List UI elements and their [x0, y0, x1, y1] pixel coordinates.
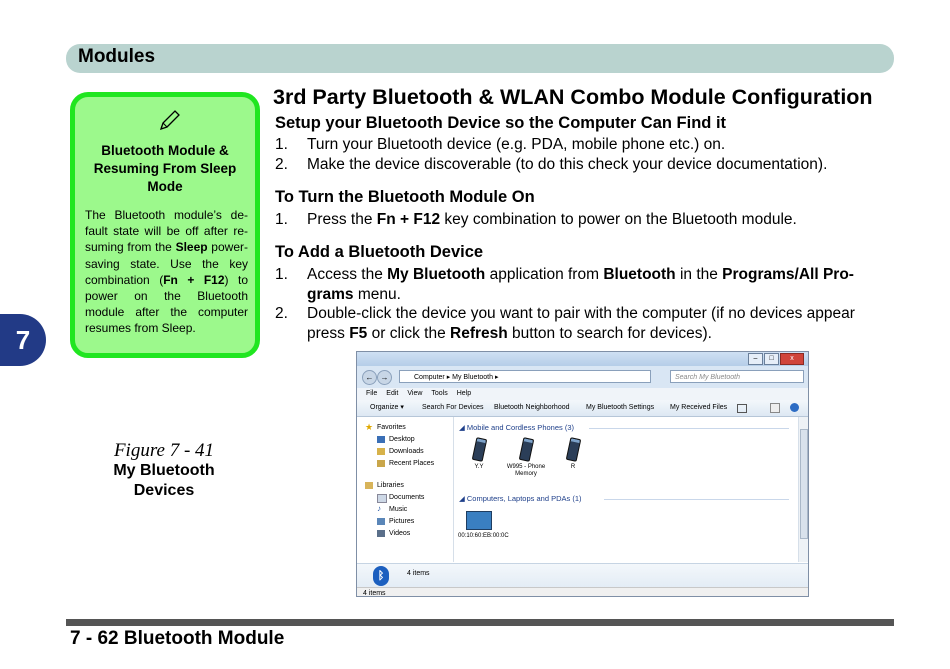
- device-phone-yy[interactable]: Y.Y: [458, 438, 500, 471]
- section-title-turn-on: To Turn the Bluetooth Module On: [275, 188, 535, 206]
- desktop-icon: [377, 436, 385, 443]
- list-item: 1. Access the My Bluetooth application from Bluetooth in the Programs/All Pro-grams menu.: [275, 266, 854, 303]
- recent-places-icon: [377, 460, 385, 467]
- note-box: [70, 92, 260, 358]
- address-bar[interactable]: Computer ▸ My Bluetooth ▸: [399, 370, 651, 383]
- device-phone-w995[interactable]: W995 - Phone Memory: [505, 438, 547, 478]
- vertical-scrollbar[interactable]: [798, 417, 809, 562]
- help-icon[interactable]: [790, 403, 799, 412]
- downloads-icon: [377, 448, 385, 455]
- videos-icon: [377, 530, 385, 537]
- phone-icon: [471, 437, 487, 462]
- address-bar-area: [357, 366, 808, 388]
- nav-favorites[interactable]: ★ Favorites: [365, 422, 406, 432]
- menu-tools[interactable]: Tools: [431, 390, 448, 397]
- header-band: [66, 44, 894, 73]
- list-item: 2. Double-click the device you want to pair with the computer (if no devices appear press F5 or click the Refresh button to search for devices).: [275, 305, 855, 342]
- nav-recent[interactable]: Recent Places: [389, 459, 434, 469]
- header-title: Modules: [78, 46, 156, 67]
- documents-icon: [377, 494, 387, 503]
- footer-page-label: 7 - 62 Bluetooth Module: [70, 628, 285, 649]
- chapter-tab: 7: [0, 314, 46, 366]
- forward-button[interactable]: →: [377, 370, 392, 385]
- group-phones[interactable]: ◢ Mobile and Cordless Phones (3): [459, 423, 574, 432]
- navigation-pane: [357, 417, 454, 562]
- menu-help[interactable]: Help: [456, 390, 472, 397]
- group-divider: [604, 499, 789, 500]
- libraries-icon: [365, 482, 373, 489]
- status-bar: 4 items: [357, 587, 808, 597]
- menu-bar: [357, 388, 808, 400]
- close-button[interactable]: x: [780, 353, 804, 365]
- nav-music[interactable]: ♪ Music: [377, 504, 408, 513]
- minimize-button[interactable]: –: [748, 353, 763, 365]
- received-files-button[interactable]: My Received Files: [670, 404, 728, 411]
- computer-icon: [466, 511, 492, 530]
- group-divider: [589, 428, 789, 429]
- group-computers[interactable]: ◢ Computers, Laptops and PDAs (1): [459, 494, 582, 503]
- list-item: 2. Make the device discoverable (to do this check your device documentation).: [275, 156, 828, 173]
- figure-caption: My Bluetooth Devices: [113, 462, 215, 499]
- pencil-icon: [157, 109, 181, 133]
- figure-number: Figure 7 - 41: [113, 440, 215, 461]
- footer-rule: [66, 619, 894, 626]
- maximize-button[interactable]: □: [764, 353, 779, 365]
- music-icon: ♪: [377, 504, 381, 513]
- menu-edit[interactable]: Edit: [386, 390, 399, 397]
- note-title: Bluetooth Module & Resuming From Sleep Mode: [93, 143, 237, 194]
- details-count: 4 items: [407, 570, 430, 577]
- my-bluetooth-screenshot: [356, 351, 809, 597]
- section-title-add-device: To Add a Bluetooth Device: [275, 243, 484, 261]
- nav-libraries[interactable]: Libraries: [377, 481, 404, 491]
- window-titlebar: [357, 352, 808, 366]
- device-phone-r[interactable]: R: [552, 438, 594, 471]
- nav-downloads[interactable]: Downloads: [389, 447, 424, 457]
- views-icon[interactable]: [737, 404, 747, 413]
- nav-videos[interactable]: Videos: [389, 529, 410, 539]
- phone-icon: [518, 437, 534, 462]
- device-list: [454, 417, 794, 562]
- nav-desktop[interactable]: Desktop: [389, 435, 415, 445]
- search-input[interactable]: Search My Bluetooth: [670, 370, 804, 383]
- command-bar: [357, 400, 808, 417]
- note-body: The Bluetooth module’s de-fault state will be off after re-suming from the Sleep power-saving state. Use the key combination (Fn + F12) to power on the Bluetooth module after the computer resumes from Sleep.: [85, 208, 248, 336]
- search-devices-button[interactable]: Search For Devices: [422, 404, 484, 411]
- pictures-icon: [377, 518, 385, 525]
- star-icon: ★: [365, 422, 374, 432]
- list-item: 1. Press the Fn + F12 key combination to power on the Bluetooth module.: [275, 211, 797, 228]
- nav-documents[interactable]: Documents: [389, 493, 424, 503]
- back-button[interactable]: ←: [362, 370, 377, 385]
- phone-icon: [565, 437, 581, 462]
- device-computer[interactable]: 00:10:60:EB:00:0C: [458, 511, 500, 540]
- page-title: 3rd Party Bluetooth & WLAN Combo Module Configuration: [273, 85, 873, 109]
- menu-view[interactable]: View: [407, 390, 423, 397]
- bluetooth-settings-button[interactable]: My Bluetooth Settings: [586, 404, 655, 411]
- list-item: 1. Turn your Bluetooth device (e.g. PDA, mobile phone etc.) on.: [275, 136, 726, 153]
- details-pane: [357, 563, 808, 588]
- menu-file[interactable]: File: [366, 390, 378, 397]
- bluetooth-neighborhood-button[interactable]: Bluetooth Neighborhood: [494, 404, 570, 411]
- section-title-setup: Setup your Bluetooth Device so the Computer Can Find it: [275, 114, 727, 132]
- scrollbar-thumb[interactable]: [800, 429, 808, 539]
- pane-icon[interactable]: [770, 403, 780, 413]
- bluetooth-icon: ᛒ: [373, 566, 389, 586]
- nav-pictures[interactable]: Pictures: [389, 517, 414, 527]
- organize-button[interactable]: Organize ▾: [370, 404, 404, 411]
